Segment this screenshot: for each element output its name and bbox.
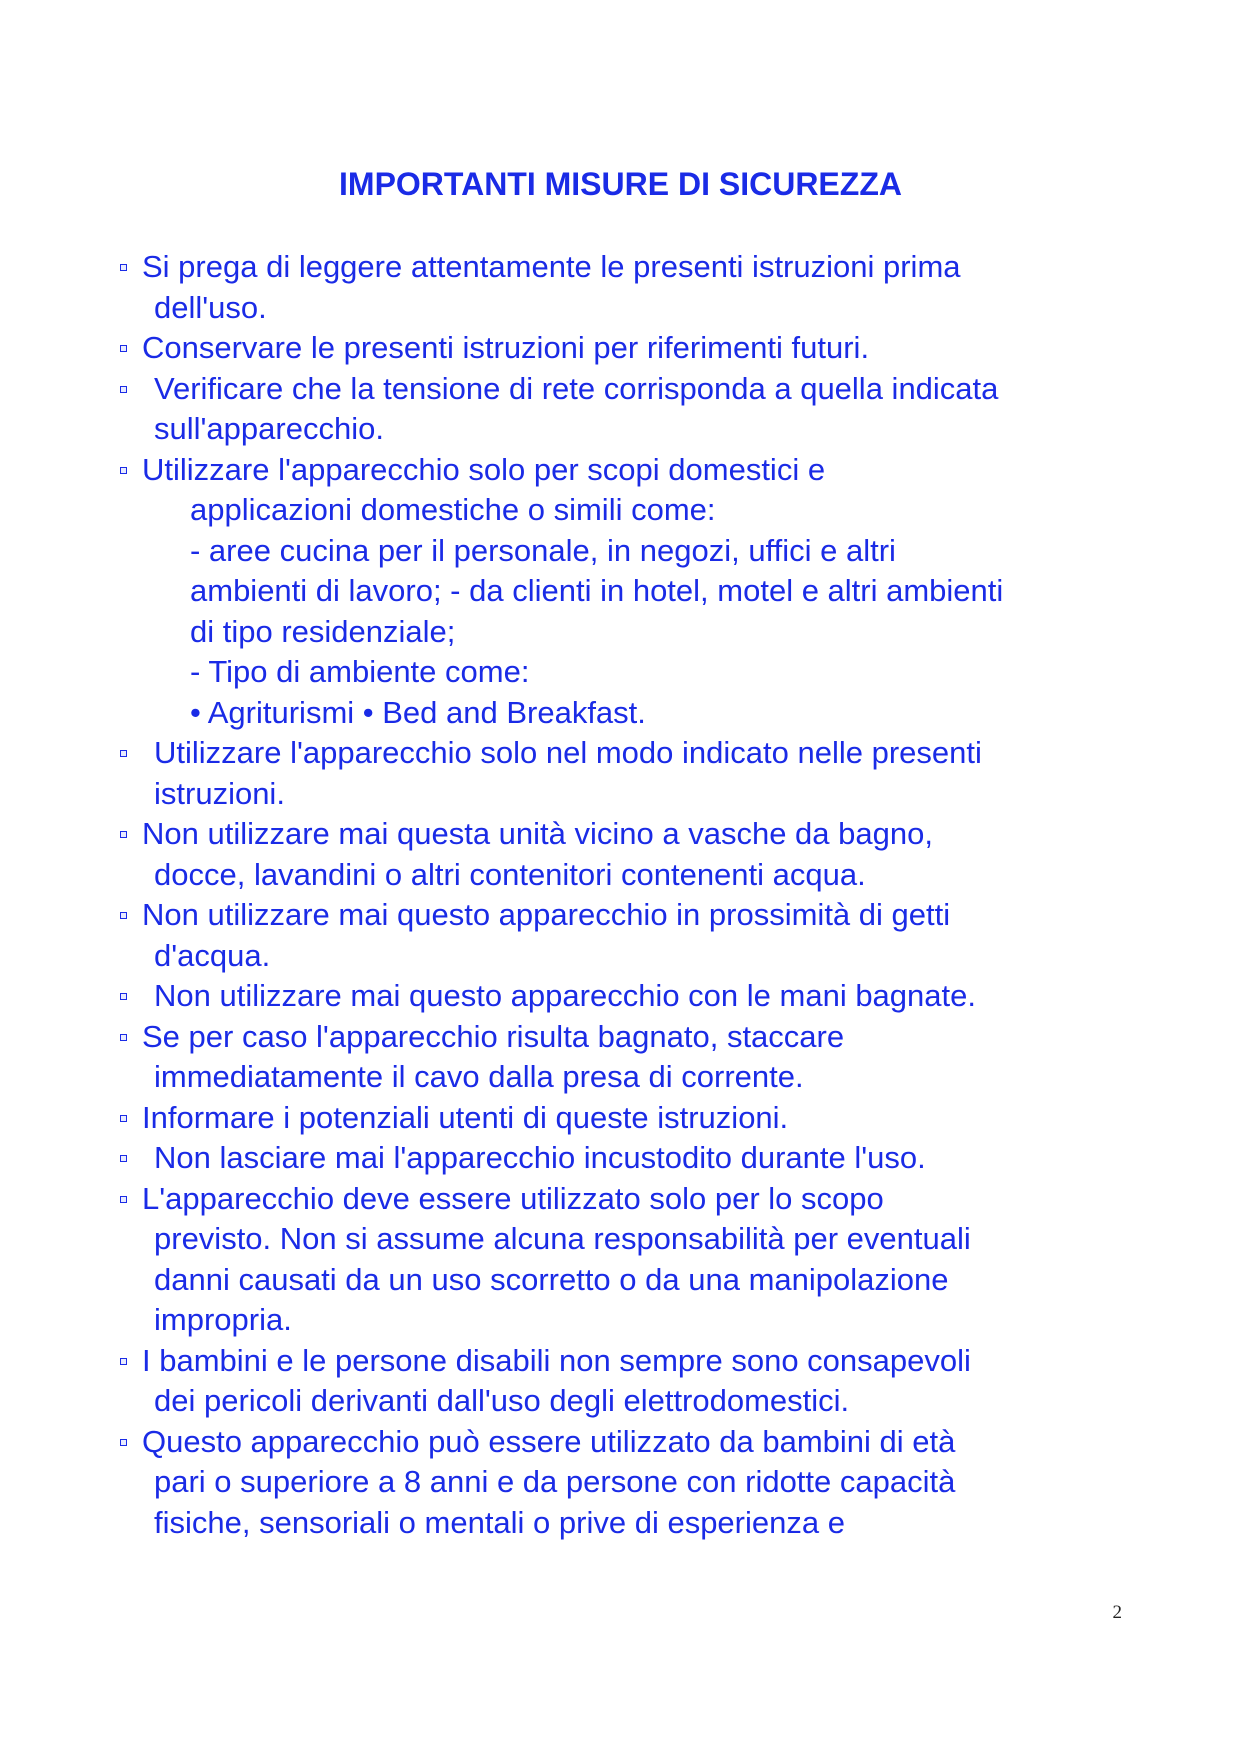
list-item <box>120 1017 1120 1098</box>
item-line: immediatamente il cavo dalla presa di corrente. <box>154 1059 804 1094</box>
item-line: dell'uso. <box>154 289 267 325</box>
square-bullet-icon <box>120 912 127 919</box>
item-line: Non utilizzare mai questo apparecchio in prossimità di getti <box>142 897 951 932</box>
square-bullet-icon <box>120 386 127 393</box>
item-line: danni causati da un uso scorretto o da una manipolazione <box>154 1261 949 1297</box>
item-line: • Agriturismi • Bed and Breakfast. <box>190 694 646 730</box>
square-bullet-icon <box>120 1358 127 1365</box>
square-bullet-icon <box>120 1439 127 1446</box>
item-line: sull'apparecchio. <box>154 411 384 446</box>
list-item <box>120 1179 1120 1341</box>
list-item <box>120 1138 1120 1179</box>
item-line: d'acqua. <box>154 937 271 973</box>
list-item <box>120 976 1120 1017</box>
item-line: Si prega di leggere attentamente le presenti istruzioni prima <box>142 249 961 284</box>
item-line: pari o superiore a 8 anni e da persone con ridotte capacità <box>154 1464 956 1499</box>
list-item <box>120 369 1120 450</box>
item-line: dei pericoli derivanti dall'uso degli elettrodomestici. <box>154 1383 850 1418</box>
square-bullet-icon <box>120 345 127 352</box>
item-line: impropria. <box>154 1302 292 1337</box>
item-line: applicazioni domestiche o simili come: <box>190 492 716 527</box>
item-line: docce, lavandini o altri contenitori contenenti acqua. <box>154 856 866 892</box>
item-line: Informare i potenziali utenti di queste istruzioni. <box>142 1099 789 1135</box>
square-bullet-icon <box>120 831 127 838</box>
item-line: Utilizzare l'apparecchio solo nel modo indicato nelle presenti <box>154 735 982 770</box>
list-item <box>120 1422 1120 1544</box>
list-item <box>120 247 1120 328</box>
square-bullet-icon <box>120 993 127 1000</box>
list-item <box>120 814 1120 895</box>
item-line: Conservare le presenti istruzioni per riferimenti futuri. <box>142 330 870 365</box>
item-line: Utilizzare l'apparecchio solo per scopi domestici e <box>142 451 826 487</box>
square-bullet-icon <box>120 1115 127 1122</box>
item-line: istruzioni. <box>154 775 285 811</box>
page-title: IMPORTANTI MISURE DI SICUREZZA <box>339 166 902 202</box>
item-line: fisiche, sensoriali o mentali o prive di esperienza e <box>154 1504 845 1540</box>
safety-instructions-list <box>120 247 1120 1543</box>
item-line: Non utilizzare mai questo apparecchio con le mani bagnate. <box>154 978 976 1013</box>
list-item <box>120 895 1120 976</box>
square-bullet-icon <box>120 750 127 757</box>
item-line: previsto. Non si assume alcuna responsabilità per eventuali <box>154 1221 971 1256</box>
item-line: Verificare che la tensione di rete corrisponda a quella indicata <box>154 370 999 406</box>
item-line: Questo apparecchio può essere utilizzato da bambini di età <box>142 1423 956 1459</box>
item-line: Non utilizzare mai questa unità vicino a vasche da bagno, <box>142 816 933 851</box>
item-line: Se per caso l'apparecchio risulta bagnato, staccare <box>142 1018 845 1054</box>
list-item <box>120 328 1120 369</box>
list-item <box>120 450 1120 734</box>
item-line: - aree cucina per il personale, in negozi, uffici e altri <box>190 532 896 568</box>
page-number: 2 <box>1112 1602 1122 1623</box>
item-line: - Tipo di ambiente come: <box>190 654 530 689</box>
list-item <box>120 733 1120 814</box>
item-line: I bambini e le persone disabili non sempre sono consapevoli <box>142 1342 971 1378</box>
item-line: L'apparecchio deve essere utilizzato solo per lo scopo <box>142 1180 884 1216</box>
square-bullet-icon <box>120 1034 127 1041</box>
square-bullet-icon <box>120 1196 127 1203</box>
square-bullet-icon <box>120 467 127 474</box>
item-line: di tipo residenziale; <box>190 613 456 649</box>
list-item <box>120 1341 1120 1422</box>
list-item <box>120 1098 1120 1139</box>
square-bullet-icon <box>120 1155 127 1162</box>
item-line: Non lasciare mai l'apparecchio incustodito durante l'uso. <box>154 1140 926 1175</box>
square-bullet-icon <box>120 264 127 271</box>
item-line: ambienti di lavoro; - da clienti in hotel, motel e altri ambienti <box>190 573 1004 608</box>
